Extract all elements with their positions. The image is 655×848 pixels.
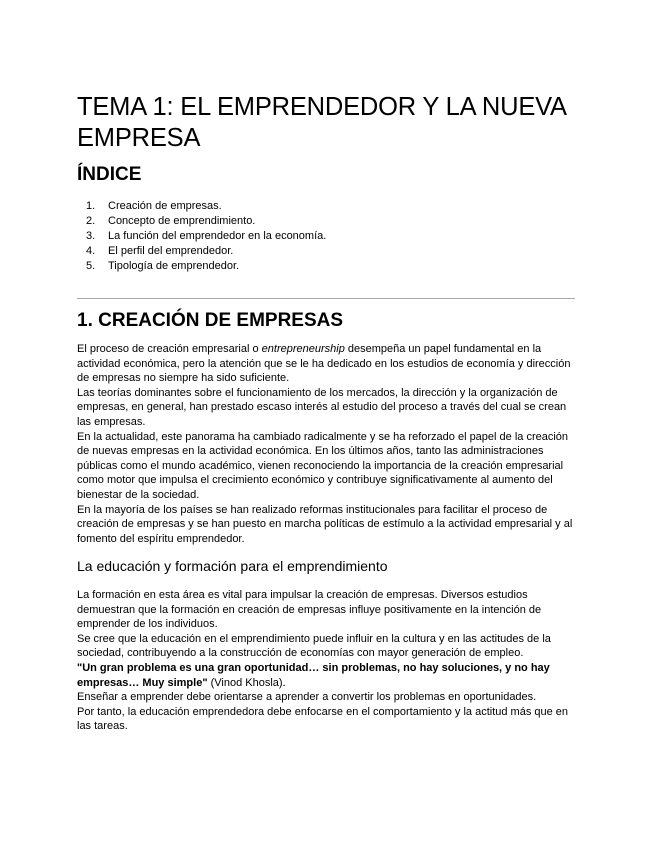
subsection-heading: La educación y formación para el emprendimiento [77, 558, 388, 574]
document-title: TEMA 1: EL EMPRENDEDOR Y LA NUEVA EMPRESA [77, 93, 566, 152]
index-item-label: Tipología de emprendedor. [108, 260, 240, 272]
index-item-label: La función del emprendedor en la economía. [108, 230, 327, 242]
index-heading: ÍNDICE [77, 164, 142, 185]
paragraph-text: El proceso de creación empresarial o [77, 343, 262, 355]
subsection-paragraph: Por tanto, la educación emprendedora debe enfocarse en el comportamiento y la actitud más que en las tareas. [77, 705, 569, 733]
section-1-heading: 1. CREACIÓN DE EMPRESAS [77, 310, 344, 331]
section-1-paragraph [77, 342, 577, 386]
section-divider [77, 298, 575, 299]
index-item-label: Concepto de emprendimiento. [108, 215, 256, 227]
index-item [86, 229, 326, 244]
subsection-paragraph: La formación en esta área es vital para impulsar la creación de empresas. Diversos estudios demuestran que la formación en creación de empresas influye positivamente en la intención de emprender de los individuos. [77, 589, 542, 631]
subsection-body [77, 588, 577, 734]
subsection-paragraph: Se cree que la educación en el emprendimiento puede influir en la cultura y en las actitudes de la sociedad, contribuyendo a la construcción de economías con mayor generación de empleo. [77, 632, 551, 660]
section-1-body [77, 342, 577, 546]
index-item [86, 259, 326, 274]
section-1-paragraph: En la mayoría de los países se han realizado reformas institucionales para facilitar el proceso de creación de empresas y se han puesto en marcha políticas de estímulo a la actividad empresarial y al fomento del espíritu emprendedor. [77, 503, 573, 545]
index-item-label: Creación de empresas. [108, 200, 222, 212]
quote-paragraph [77, 661, 577, 690]
paragraph-text: desempeña un papel fundamental en la actividad económica, pero la atención que se le ha dedicado en los estudios de economía y dirección de empresas no siempre ha sido suficiente. [77, 343, 571, 385]
index-item-label: El perfil del emprendedor. [108, 245, 234, 257]
index-item-number: 4. [86, 245, 96, 257]
index-item-number: 3. [86, 230, 96, 242]
quote-text: "Un gran problema es una gran oportunidad… sin problemas, no hay soluciones, y no hay empresas… Muy simple" [77, 661, 550, 689]
section-1-paragraph: Las teorías dominantes sobre el funcionamiento de los mercados, la dirección y la organización de empresas, en general, han prestado escaso interés al estudio del proceso a través del cual se crean las empresas. [77, 386, 567, 428]
index-item-number: 1. [86, 200, 96, 212]
index-item-number: 2. [86, 215, 96, 227]
index-list [86, 199, 326, 274]
index-item [86, 244, 326, 259]
section-1-paragraph: En la actualidad, este panorama ha cambiado radicalmente y se ha reforzado el papel de la creación de nuevas empresas en la actividad económica. En los últimos años, tanto las administraciones públicas como el mundo académico, vienen reconociendo la importancia de la creación empresarial como motor que impulsa el crecimiento económico y contribuye significativamente al aumento del bienestar de la sociedad. [77, 430, 569, 501]
index-item [86, 199, 326, 214]
index-item-number: 5. [86, 260, 96, 272]
index-item [86, 214, 326, 229]
subsection-paragraph: Enseñar a emprender debe orientarse a aprender a convertir los problemas en oportunidades. [77, 691, 537, 704]
quote-author: (Vinod Khosla). [207, 676, 286, 689]
italic-term: entrepreneurship [261, 343, 345, 355]
